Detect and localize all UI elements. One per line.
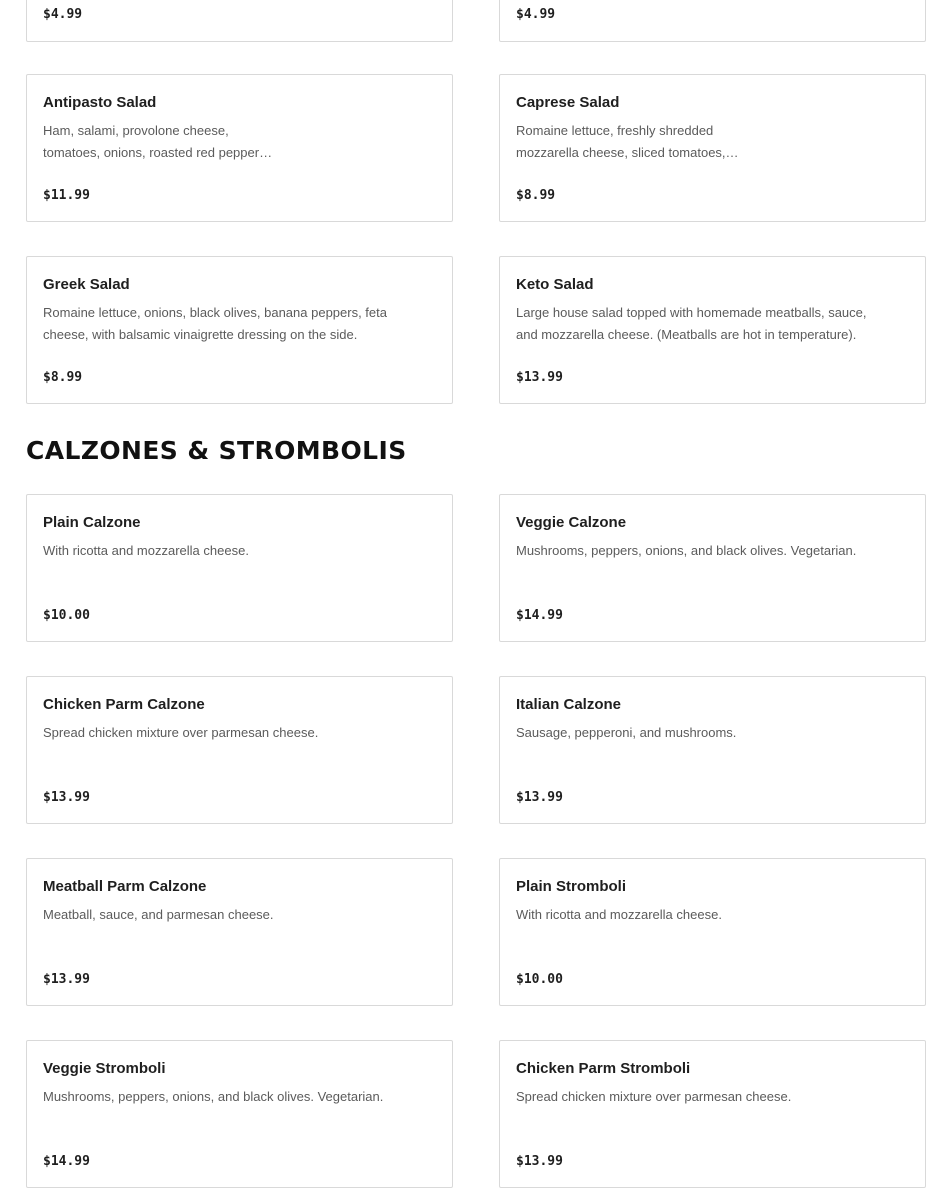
item-description: Romaine lettuce, freshly shredded mozzarella cheese, sliced tomatoes,… [516, 123, 739, 160]
menu-item-card[interactable] [26, 0, 453, 42]
item-description: Romaine lettuce, onions, black olives, banana peppers, feta cheese, with balsamic vinaigrette dressing on the side. [43, 305, 387, 342]
item-name: Italian Calzone [516, 696, 622, 713]
item-description: Sausage, pepperoni, and mushrooms. [516, 725, 737, 740]
item-name: Caprese Salad [516, 94, 620, 111]
item-description: Spread chicken mixture over parmesan cheese. [516, 1089, 792, 1104]
item-name: Plain Stromboli [516, 878, 627, 895]
menu-item-card[interactable] [499, 256, 926, 404]
item-price: $13.99 [516, 1154, 563, 1169]
item-price: $4.99 [516, 7, 556, 22]
item-price: $11.99 [43, 188, 90, 203]
item-name: Antipasto Salad [43, 94, 157, 111]
item-price: $8.99 [43, 370, 83, 385]
item-price: $13.99 [516, 790, 563, 805]
menu-item-card[interactable] [26, 256, 453, 404]
menu-item-card[interactable] [499, 0, 926, 42]
item-description: Large house salad topped with homemade meatballs, sauce, and mozzarella cheese. (Meatballs are hot in temperature). [516, 305, 867, 342]
item-description: Ham, salami, provolone cheese, tomatoes, onions, roasted red pepper… [43, 123, 273, 160]
item-price: $10.00 [43, 608, 90, 623]
menu-item-card[interactable] [26, 1040, 453, 1188]
item-name: Keto Salad [516, 276, 594, 293]
item-price: $14.99 [43, 1154, 90, 1169]
item-description: With ricotta and mozzarella cheese. [516, 907, 722, 922]
item-price: $14.99 [516, 608, 563, 623]
menu-item-card[interactable] [499, 676, 926, 824]
item-description: Meatball, sauce, and parmesan cheese. [43, 907, 274, 922]
menu-item-card[interactable] [26, 858, 453, 1006]
item-name: Chicken Parm Calzone [43, 696, 205, 713]
menu-item-card[interactable] [499, 494, 926, 642]
item-name: Meatball Parm Calzone [43, 878, 207, 895]
item-price: $13.99 [43, 972, 90, 987]
item-price: $8.99 [516, 188, 556, 203]
item-price: $13.99 [43, 790, 90, 805]
menu-item-card[interactable] [499, 74, 926, 222]
item-name: Plain Calzone [43, 514, 141, 531]
item-price: $10.00 [516, 972, 563, 987]
menu-item-card[interactable] [26, 676, 453, 824]
item-name: Chicken Parm Stromboli [516, 1060, 691, 1077]
item-description: Spread chicken mixture over parmesan cheese. [43, 725, 319, 740]
item-description: Mushrooms, peppers, onions, and black olives. Vegetarian. [43, 1089, 384, 1104]
item-description: With ricotta and mozzarella cheese. [43, 543, 249, 558]
item-price: $13.99 [516, 370, 563, 385]
menu-item-card[interactable] [26, 494, 453, 642]
menu-item-card[interactable] [499, 858, 926, 1006]
item-name: Veggie Stromboli [43, 1060, 166, 1077]
section-heading-calzones: CALZONES & STROMBOLIS [26, 436, 407, 465]
item-name: Greek Salad [43, 276, 130, 293]
menu-item-card[interactable] [26, 74, 453, 222]
item-description: Mushrooms, peppers, onions, and black olives. Vegetarian. [516, 543, 857, 558]
item-price: $4.99 [43, 7, 83, 22]
menu-item-card[interactable] [499, 1040, 926, 1188]
item-name: Veggie Calzone [516, 514, 627, 531]
